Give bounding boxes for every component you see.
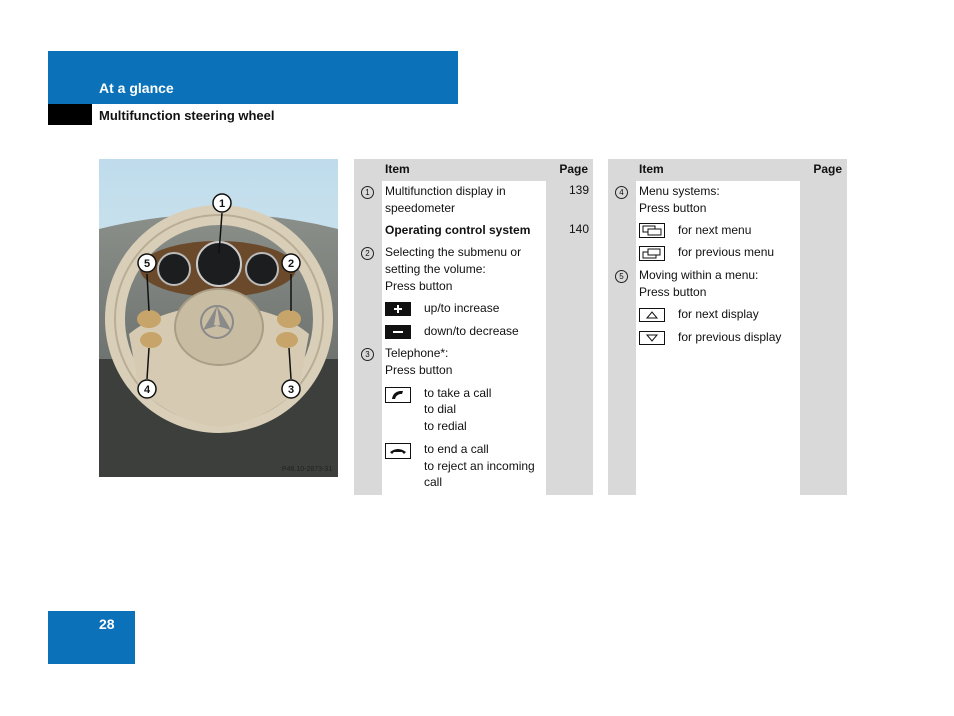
steering-wheel-illustration (99, 159, 338, 477)
callout-1: 1 (218, 198, 226, 210)
item-1-line-1: Multifunction display in (385, 184, 506, 198)
callout-4: 4 (143, 384, 151, 396)
steering-wheel-photo (99, 159, 338, 477)
phone-hangup-line-3: call (424, 475, 443, 489)
phone-hangup-line-2: to reject an incoming (424, 459, 535, 473)
column-header-page: Page (559, 162, 588, 176)
number-column (608, 159, 636, 495)
item-number-3: 3 (361, 348, 374, 361)
item-number-4: 4 (615, 186, 628, 199)
operating-control-heading: Operating control system (385, 223, 531, 237)
column-header-item: Item (639, 162, 664, 176)
table-right (608, 159, 847, 495)
column-header-item: Item (385, 162, 410, 176)
item-2-line-1: Selecting the submenu or (385, 245, 522, 259)
phone-pickup-icon (385, 387, 411, 403)
phone-pickup-line-1: to take a call (424, 386, 492, 400)
item-5-line-1: Moving within a menu: (639, 268, 759, 282)
phone-pickup-line-2: to dial (424, 402, 457, 416)
page-number-box (48, 611, 135, 664)
plus-button-desc: up/to increase (424, 301, 500, 315)
minus-button-icon (385, 325, 411, 339)
section-title: At a glance (99, 80, 174, 96)
item-3-line-2: Press button (385, 363, 453, 377)
page-column (546, 159, 593, 495)
up-arrow-icon (639, 308, 665, 322)
next-menu-desc: for next menu (678, 223, 752, 237)
item-1-line-2: speedometer (385, 201, 456, 215)
item-2-line-3: Press button (385, 279, 453, 293)
item-4-line-2: Press button (639, 201, 707, 215)
item-5-line-2: Press button (639, 285, 707, 299)
previous-menu-desc: for previous menu (678, 245, 775, 259)
operating-control-page: 140 (568, 222, 589, 236)
next-menu-icon (639, 223, 665, 238)
down-arrow-icon (639, 331, 665, 345)
phone-pickup-line-3: to redial (424, 419, 467, 433)
previous-menu-icon (639, 246, 665, 261)
plus-button-icon (385, 302, 411, 316)
item-2-line-2: setting the volume: (385, 262, 486, 276)
section-header-bar (48, 51, 458, 104)
callout-3: 3 (287, 384, 295, 396)
phone-hangup-line-1: to end a call (424, 442, 489, 456)
subsection-marker (48, 104, 92, 125)
minus-button-desc: down/to decrease (424, 324, 519, 338)
page-column (800, 159, 847, 495)
item-number-2: 2 (361, 247, 374, 260)
next-display-desc: for next display (678, 307, 759, 321)
page-number: 28 (99, 616, 115, 632)
callout-2: 2 (287, 258, 295, 270)
item-3-line-1: Telephone*: (385, 346, 449, 360)
column-header-page: Page (813, 162, 842, 176)
callout-5: 5 (143, 258, 151, 270)
subsection-title: Multifunction steering wheel (99, 108, 275, 123)
item-number-1: 1 (361, 186, 374, 199)
item-1-page: 139 (568, 183, 589, 197)
photo-reference-code: P46.10-2873-31 (282, 466, 333, 473)
phone-hangup-icon (385, 443, 411, 459)
previous-display-desc: for previous display (678, 330, 782, 344)
number-column (354, 159, 382, 495)
table-left (354, 159, 593, 495)
item-number-5: 5 (615, 270, 628, 283)
item-4-line-1: Menu systems: (639, 184, 720, 198)
